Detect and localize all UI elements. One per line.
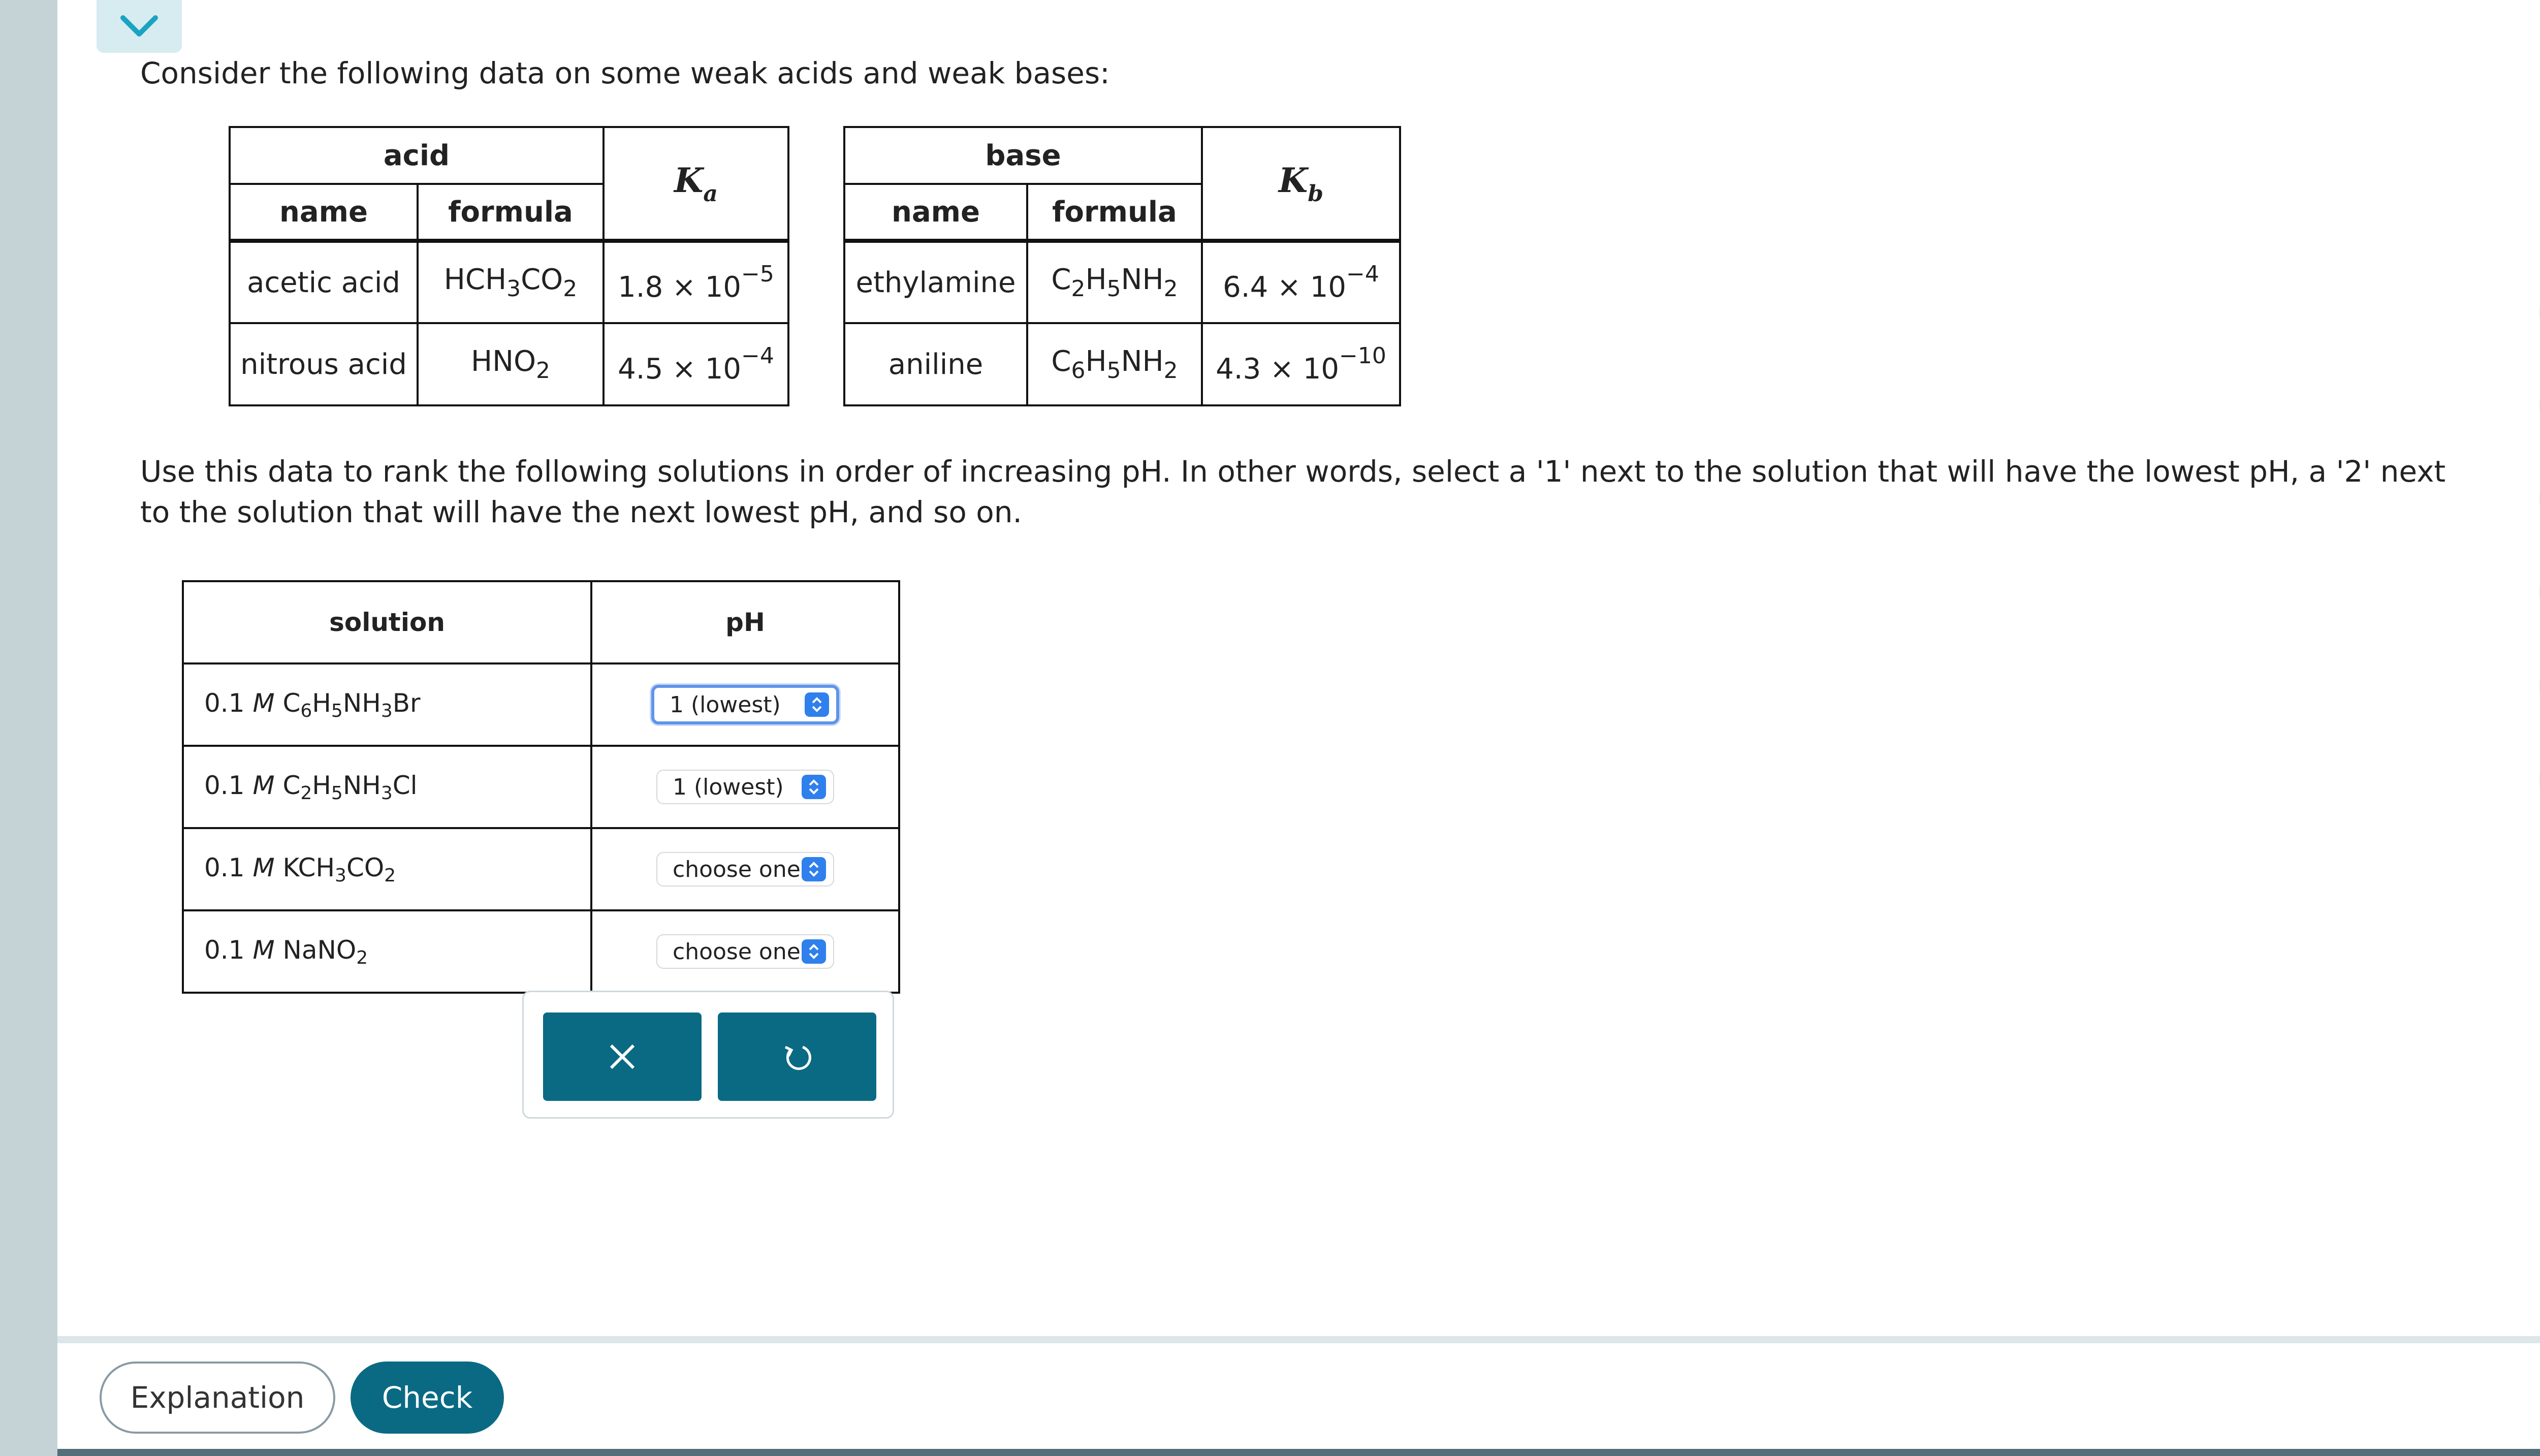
ka-value: $1.8 \times 10^{-5}$: [604, 241, 788, 323]
ph-select[interactable]: [656, 770, 834, 804]
ph-select[interactable]: [656, 934, 834, 969]
kb-value: $4.3 \times 10^{-10}$: [1202, 323, 1400, 405]
undo-icon: [780, 1040, 814, 1073]
table-row: [183, 910, 899, 993]
clear-button[interactable]: [543, 1012, 702, 1101]
solution-header: solution: [183, 581, 591, 663]
table-row: [183, 828, 899, 910]
close-icon: [607, 1041, 638, 1072]
chevron-down-icon: [119, 14, 160, 39]
table-row: [183, 746, 899, 828]
ph-select[interactable]: [656, 852, 834, 887]
table-row: [844, 241, 1400, 323]
acid-group-header: acid: [230, 127, 604, 184]
collapse-button[interactable]: [97, 0, 182, 53]
ph-cell: [591, 828, 899, 910]
ph-header: pH: [591, 581, 899, 663]
ph-select-value: choose one: [673, 938, 801, 965]
ph-cell: [591, 910, 899, 993]
base-formula: $C_6H_5NH_2$: [1027, 323, 1202, 405]
footer-divider: [57, 1336, 2540, 1343]
ph-cell: [591, 663, 899, 746]
ph-cell: [591, 746, 899, 828]
acid-name: nitrous acid: [230, 323, 418, 405]
check-button[interactable]: Check: [351, 1362, 504, 1434]
base-group-header: base: [844, 127, 1202, 184]
acid-table: [229, 126, 789, 406]
instructions-text: Use this data to rank the following solutions in order of increasing pH. In other words, select a '1' next to the solution that will have the lowest pH, a '2' next to the solution that will have the next lowest pH, and so on.: [140, 454, 2446, 529]
table-row: [183, 663, 899, 746]
base-name: aniline: [844, 323, 1027, 405]
ranking-table: [182, 580, 900, 994]
acid-formula-header: formula: [418, 184, 604, 241]
ph-select-value: choose one: [673, 856, 801, 882]
prompt-text: Consider the following data on some weak acids and weak bases:: [140, 56, 1110, 90]
answer-action-panel: [522, 991, 894, 1119]
base-table: [843, 126, 1401, 406]
base-formula: $C_2H_5NH_2$: [1027, 241, 1202, 323]
acid-name: acetic acid: [230, 241, 418, 323]
ka-value: $4.5 \times 10^{-4}$: [604, 323, 788, 405]
table-row: [230, 323, 788, 405]
select-chevron-icon: [802, 857, 826, 881]
left-sidebar: [0, 0, 57, 1456]
base-name-header: name: [844, 184, 1027, 241]
select-chevron-icon: [805, 692, 829, 717]
select-chevron-icon: [802, 939, 826, 964]
undo-button[interactable]: [718, 1012, 876, 1101]
solution-cell: 0.1 M NaNO$_2$: [183, 910, 591, 993]
ph-select-value: 1 (lowest): [673, 774, 784, 800]
solution-cell: 0.1 M $C_2H_5NH_3Cl$: [183, 746, 591, 828]
ph-select[interactable]: [651, 685, 839, 724]
select-chevron-icon: [802, 775, 826, 799]
ka-header: $K_a$: [604, 127, 788, 241]
acid-formula: $HNO_2$: [418, 323, 604, 405]
solution-cell: 0.1 M $KCH_3CO_2$: [183, 828, 591, 910]
kb-header: $K_b$: [1202, 127, 1400, 241]
acid-name-header: name: [230, 184, 418, 241]
base-name: ethylamine: [844, 241, 1027, 323]
explanation-button[interactable]: Explanation: [100, 1362, 335, 1434]
acid-formula: $HCH_3CO_2$: [418, 241, 604, 323]
footer-bottom-bar: [57, 1449, 2540, 1456]
table-row: [844, 323, 1400, 405]
solution-cell: 0.1 M $C_6H_5NH_3Br$: [183, 663, 591, 746]
base-formula-header: formula: [1027, 184, 1202, 241]
ph-select-value: 1 (lowest): [670, 691, 781, 718]
kb-value: $6.4 \times 10^{-4}$: [1202, 241, 1400, 323]
table-row: [230, 241, 788, 323]
